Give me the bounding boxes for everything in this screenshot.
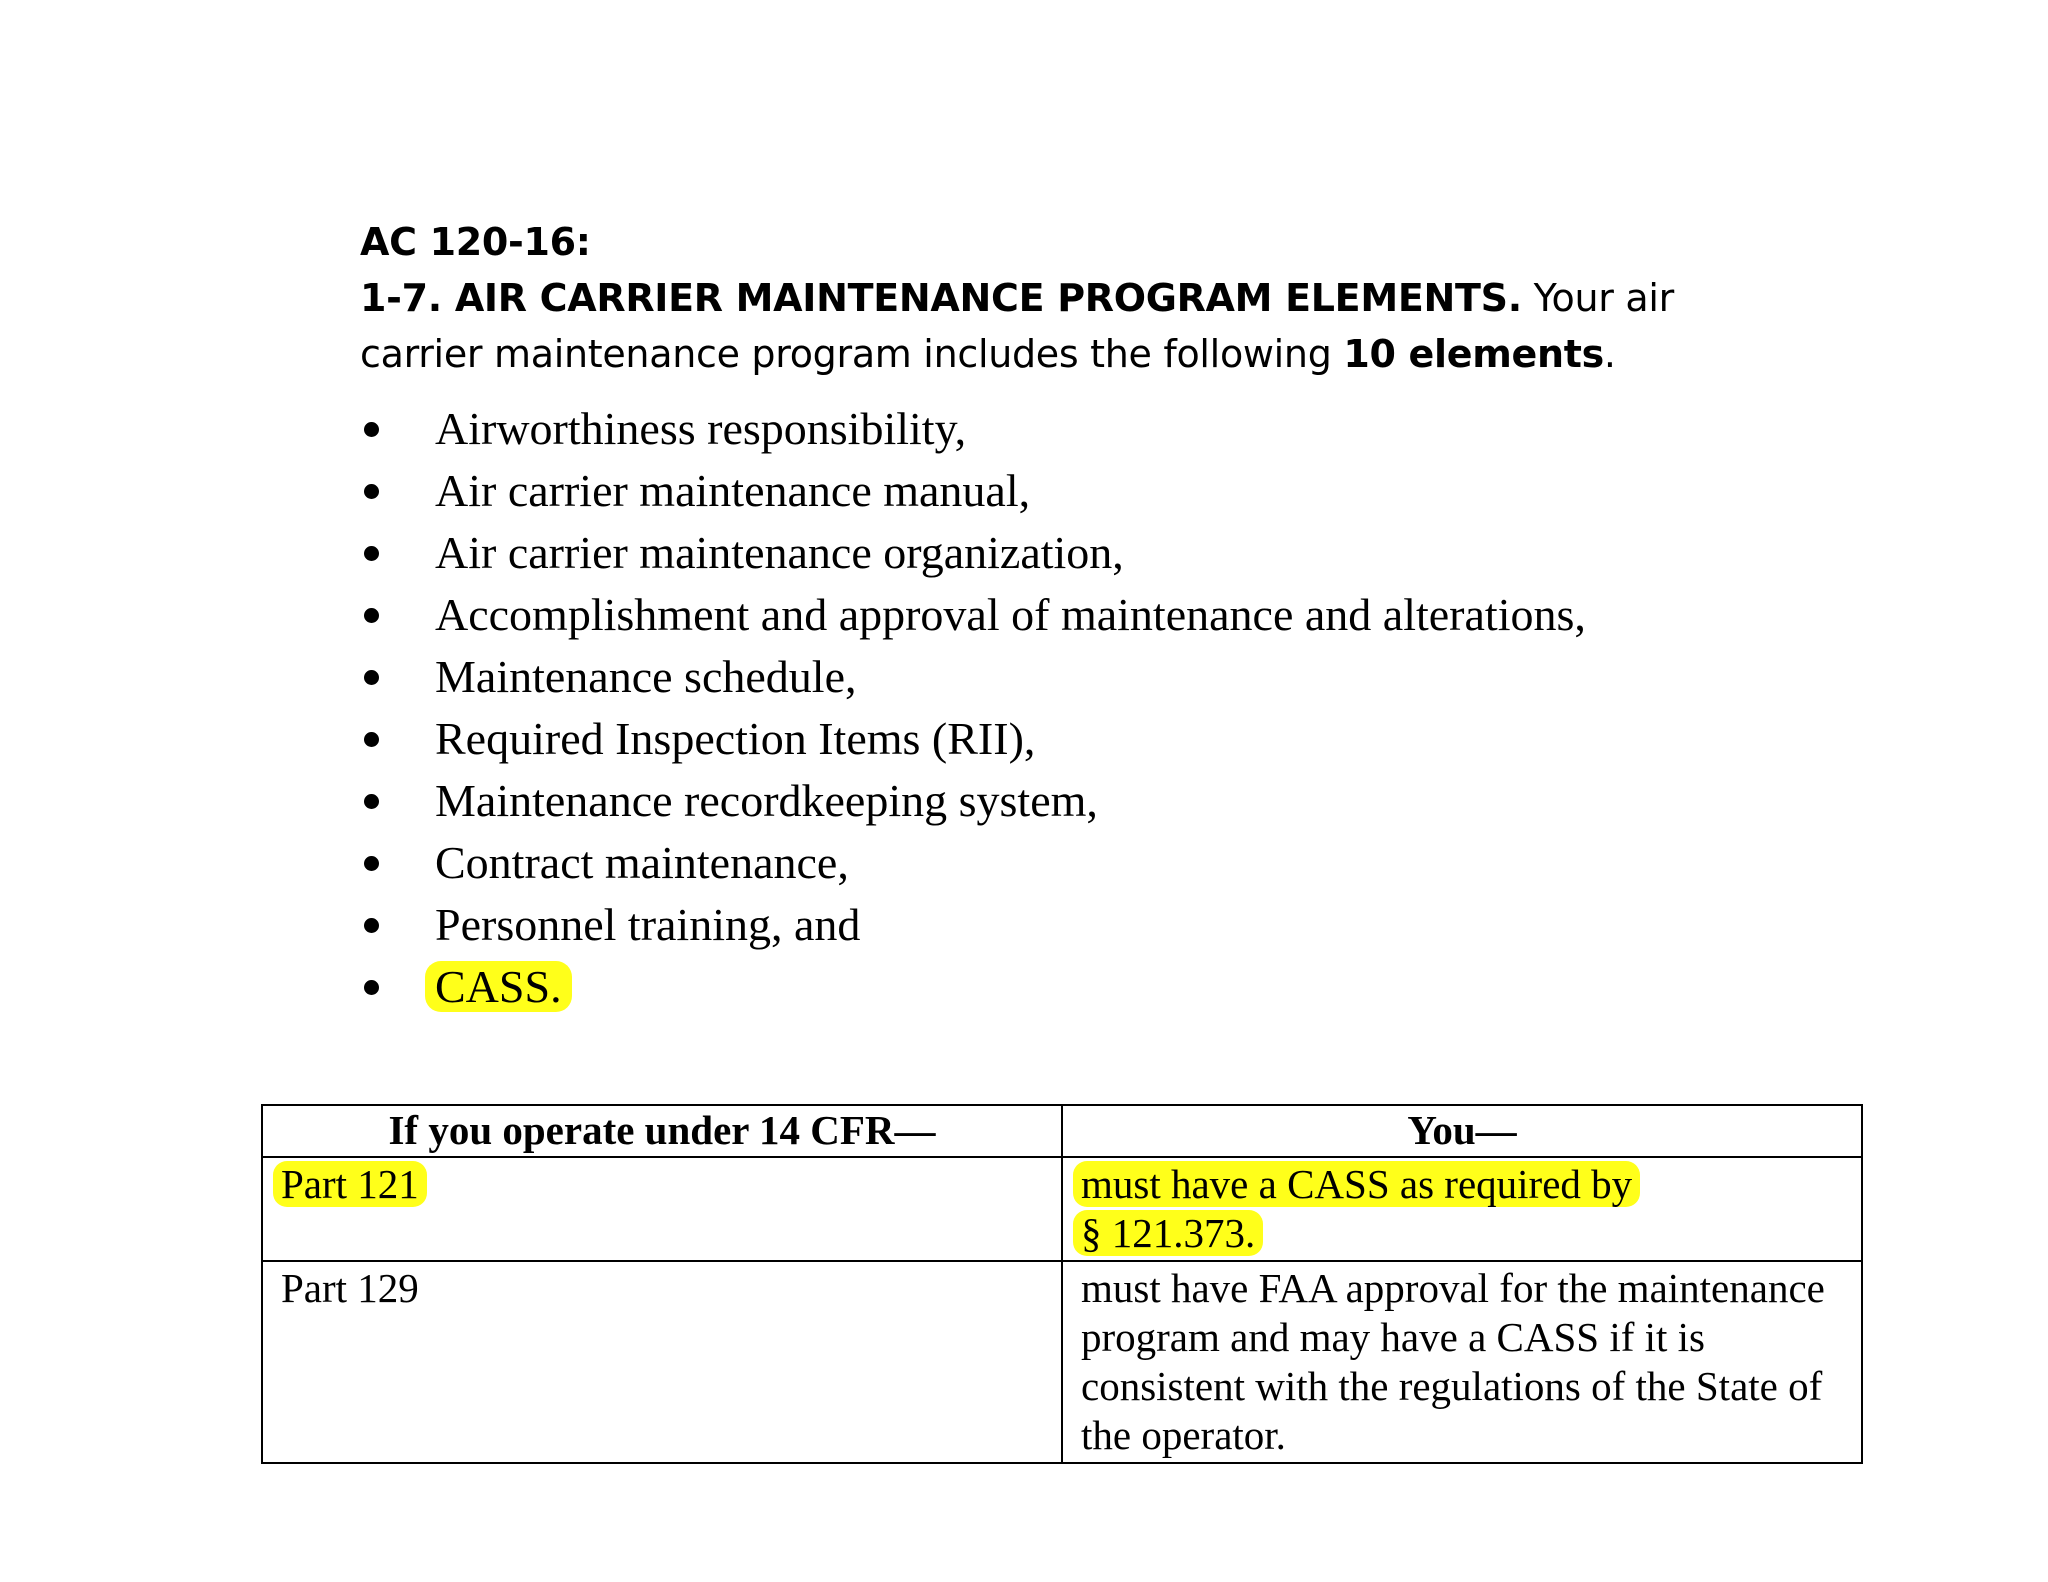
cfr-requirements-table [261, 1104, 1863, 1464]
list-item: Maintenance recordkeeping system, [360, 770, 1586, 832]
list-item: Accomplishment and approval of maintenance and alterations, [360, 584, 1586, 646]
cass-highlight: CASS. [425, 961, 572, 1012]
bullet-icon [364, 732, 379, 747]
program-elements-list [360, 398, 1586, 1018]
list-item: Maintenance schedule, [360, 646, 1586, 708]
table-row [262, 1261, 1862, 1463]
requirement-highlight: § 121.373. [1073, 1210, 1263, 1256]
requirement-cell: must have FAA approval for the maintenance program and may have a CASS if it is consistent with the regulations of the State of the operator. [1062, 1261, 1862, 1463]
bullet-icon [364, 546, 379, 561]
bullet-icon [364, 794, 379, 809]
part-121-highlight: Part 121 [273, 1161, 427, 1207]
list-item: Contract maintenance, [360, 832, 1586, 894]
list-item: Required Inspection Items (RII), [360, 708, 1586, 770]
bullet-icon [364, 980, 379, 995]
bullet-icon [364, 608, 379, 623]
part-cell [262, 1157, 1062, 1261]
requirement-cell [1062, 1157, 1862, 1261]
part-cell: Part 129 [262, 1261, 1062, 1463]
list-item: Airworthiness responsibility, [360, 398, 1586, 460]
element-count: 10 elements [1343, 332, 1604, 376]
section-paragraph [360, 270, 1760, 382]
column-header-you: You— [1062, 1105, 1862, 1157]
column-header-cfr: If you operate under 14 CFR— [262, 1105, 1062, 1157]
table-row [262, 1157, 1862, 1261]
document-reference: AC 120-16: [360, 220, 591, 264]
bullet-icon [364, 856, 379, 871]
list-item: Air carrier maintenance manual, [360, 460, 1586, 522]
list-item: Air carrier maintenance organization, [360, 522, 1586, 584]
list-item-cass [360, 956, 1586, 1018]
document-header [360, 214, 1760, 382]
table-header-row [262, 1105, 1862, 1157]
intro-text: Your air carrier maintenance program includes the following [360, 276, 1674, 376]
section-heading: 1-7. AIR CARRIER MAINTENANCE PROGRAM ELEMENTS. [360, 276, 1522, 320]
list-item: Personnel training, and [360, 894, 1586, 956]
requirement-highlight: must have a CASS as required by [1073, 1161, 1640, 1207]
bullet-icon [364, 422, 379, 437]
end-punct: . [1603, 332, 1616, 376]
bullet-icon [364, 670, 379, 685]
bullet-icon [364, 484, 379, 499]
bullet-icon [364, 918, 379, 933]
